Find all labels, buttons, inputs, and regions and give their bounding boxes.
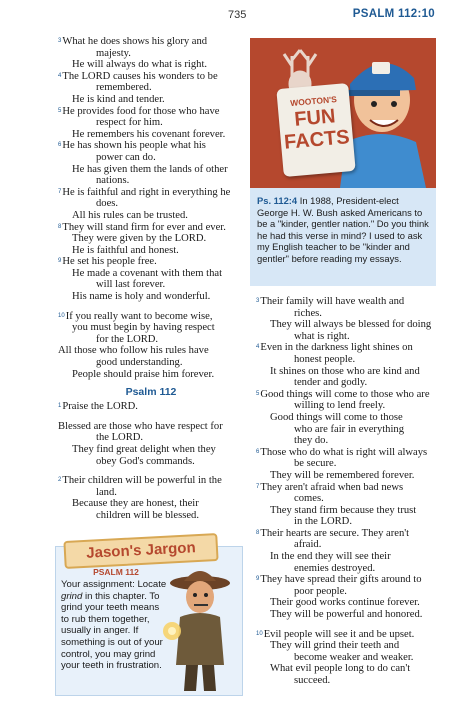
- verse-line: [58, 444, 244, 456]
- verse-text: What he does shows his glory and: [62, 36, 208, 47]
- verse-text: comes.: [294, 493, 324, 505]
- verse-line: [58, 164, 244, 176]
- verse-text: His name is holy and wonderful.: [72, 291, 211, 303]
- verse-text: Because they are honest, their: [72, 498, 199, 510]
- verse-text: They have spread their gifts around to: [260, 574, 422, 586]
- verse-line: [58, 279, 244, 291]
- verse-line: [58, 357, 244, 369]
- verse-line: [58, 456, 244, 468]
- verse-number: 10: [256, 630, 263, 637]
- verse-text: What evil people long to do can't: [270, 663, 411, 675]
- verse-line: [256, 424, 442, 436]
- sign-label-fun: FUN: [293, 105, 337, 131]
- verse-text: they do.: [294, 435, 329, 447]
- verse-text: for the LORD.: [96, 333, 159, 345]
- verse-text: succeed.: [294, 675, 331, 686]
- verse-line: [256, 640, 442, 652]
- verse-text: They find great delight when they: [72, 444, 216, 455]
- page-number: 735: [228, 9, 247, 21]
- fun-facts-box: [250, 38, 436, 286]
- verse-text: land.: [96, 486, 117, 498]
- verse-line: [256, 586, 442, 598]
- verse-line: [58, 198, 244, 210]
- verse-text: Their family will have wealth and: [260, 296, 405, 307]
- verse-text: They will be powerful and honored.: [270, 609, 423, 621]
- verse-text: The LORD causes his wonders to be: [62, 70, 218, 82]
- verse-text: does.: [96, 198, 119, 210]
- verse-line: [58, 334, 244, 346]
- verse-text: who are fair in everything: [294, 423, 405, 435]
- verse-line: [256, 366, 442, 378]
- verse-number: 10: [58, 312, 65, 319]
- verse-number: 9: [256, 576, 260, 583]
- verse-line: [256, 663, 442, 675]
- verse-line: [256, 574, 442, 586]
- verse-line: [58, 510, 244, 522]
- verse-text: It shines on those who are kind and: [270, 365, 420, 377]
- verse-line: [256, 470, 442, 482]
- verse-line: [58, 345, 244, 357]
- verse-line: [58, 48, 244, 60]
- verse-line: [256, 505, 442, 517]
- verse-text: He made a covenant with them that: [72, 267, 223, 279]
- psalm-111-verses: [58, 36, 244, 380]
- verse-number: 7: [58, 188, 62, 195]
- verse-line: [58, 222, 244, 234]
- verse-text: riches.: [294, 307, 322, 319]
- verse-text: He will always do what is right.: [72, 59, 208, 71]
- verse-text: respect for him.: [96, 117, 163, 129]
- verse-line: [58, 210, 244, 222]
- jargon-box: [55, 539, 243, 696]
- verse-text: in the LORD.: [294, 516, 352, 528]
- verse-line: [256, 551, 442, 563]
- verse-text: Good things will come to those who are: [260, 388, 430, 400]
- verse-text: Their children will be powerful in the: [62, 475, 222, 487]
- verse-number: 6: [58, 142, 62, 149]
- left-column: [58, 36, 244, 522]
- verse-number: 9: [58, 258, 62, 265]
- verse-text: People should praise him forever.: [72, 368, 215, 380]
- verse-line: [58, 268, 244, 280]
- verse-text: obey God's commands.: [96, 455, 195, 467]
- verse-line: [58, 475, 244, 487]
- verse-text: what is right.: [294, 330, 350, 342]
- verse-text: Blessed are those who have respect for: [58, 420, 223, 432]
- verse-line: [256, 493, 442, 505]
- verse-text: remembered.: [96, 82, 152, 94]
- verse-number: 8: [58, 223, 62, 230]
- verse-number: 3: [58, 38, 62, 44]
- verse-line: [256, 447, 442, 459]
- stanza-gap: [58, 467, 244, 475]
- jason-explorer-icon: [160, 561, 240, 693]
- verse-line: [58, 432, 244, 444]
- verse-text: tender and godly.: [294, 377, 368, 389]
- verse-line: [58, 245, 244, 257]
- verse-number: 4: [58, 72, 62, 79]
- sign-label-wooton: WOOTON'S: [289, 94, 338, 109]
- right-column: [256, 296, 442, 687]
- verse-line: [58, 421, 244, 433]
- verse-text: If you really want to become wise,: [65, 310, 213, 322]
- sign-label-facts: FACTS: [283, 126, 351, 154]
- verse-line: [256, 482, 442, 494]
- verse-line: [256, 400, 442, 412]
- verse-line: [256, 652, 442, 664]
- verse-text: poor people.: [294, 585, 347, 597]
- verse-line: [256, 377, 442, 389]
- verse-text: be secure.: [294, 458, 337, 470]
- jargon-text-start: Your assignment: Locate: [61, 579, 167, 590]
- verse-number: 4: [256, 344, 260, 351]
- psalm-112-verses: [58, 401, 244, 521]
- verse-number: 6: [256, 448, 260, 455]
- verse-text: honest people.: [294, 353, 356, 365]
- verse-number: 8: [256, 529, 260, 536]
- verse-line: [58, 311, 244, 323]
- verse-line: [58, 129, 244, 141]
- verse-line: [256, 597, 442, 609]
- verse-text: He provides food for those who have: [62, 105, 220, 117]
- verse-line: [58, 322, 244, 334]
- verse-line: [58, 94, 244, 106]
- verse-text: They were given by the LORD.: [72, 233, 207, 245]
- verse-text: you must begin by having respect: [72, 322, 215, 334]
- verse-line: [256, 629, 442, 641]
- verse-text: become weaker and weaker.: [294, 651, 414, 663]
- verse-line: [256, 539, 442, 551]
- verse-text: He is faithful and honest.: [72, 244, 179, 256]
- verse-line: [256, 609, 442, 621]
- verse-text: They will always be blessed for doing: [270, 319, 432, 331]
- verse-line: [256, 354, 442, 366]
- fun-facts-sign: [276, 83, 355, 177]
- verse-text: He has shown his people what his: [62, 140, 206, 152]
- jargon-title: Jason's Jargon: [85, 539, 197, 562]
- verse-text: He is kind and tender.: [72, 93, 165, 105]
- verse-line: [256, 528, 442, 540]
- verse-number: 3: [256, 298, 260, 304]
- verse-text: They will be remembered forever.: [270, 469, 415, 481]
- verse-text: good understanding.: [96, 357, 183, 369]
- verse-line: [58, 140, 244, 152]
- verse-text: All his rules can be trusted.: [72, 209, 188, 221]
- verse-text: children will be blessed.: [96, 509, 199, 521]
- verse-text: He remembers his covenant forever.: [72, 128, 226, 140]
- verse-line: [58, 82, 244, 94]
- verse-number: 5: [58, 107, 62, 114]
- verse-text: They stand firm because they trust: [270, 504, 417, 516]
- fun-facts-text: [250, 188, 436, 286]
- psalm-title: Psalm 112: [125, 386, 177, 399]
- verse-text: He has given them the lands of other: [72, 163, 228, 175]
- verse-text: afraid.: [294, 539, 322, 551]
- verse-line: [256, 516, 442, 528]
- fun-facts-body: In 1988, President-elect George H. W. Bush asked Americans to be a "kinder, gentler nation." Do you think he had this verse in mind? I used to ask my English teacher to be "kinder and gentler" before reading my essays.: [257, 195, 429, 264]
- verse-text: nations.: [96, 175, 130, 187]
- verse-line: [58, 291, 244, 303]
- verse-text: He set his people free.: [62, 256, 157, 268]
- verse-line: [256, 458, 442, 470]
- verse-text: Even in the darkness light shines on: [260, 342, 413, 354]
- verse-number: 2: [58, 477, 62, 484]
- verse-text: the LORD.: [96, 432, 144, 444]
- verse-line: [58, 401, 244, 413]
- verse-line: [256, 563, 442, 575]
- verse-text: willing to lend freely.: [294, 400, 386, 412]
- verse-line: [58, 487, 244, 499]
- verse-text: power can do.: [96, 151, 156, 163]
- verse-line: [58, 59, 244, 71]
- stanza-gap: [256, 621, 442, 629]
- verse-line: [58, 233, 244, 245]
- jargon-term: grind: [61, 590, 83, 602]
- fun-facts-reference: Ps. 112:4: [257, 195, 298, 206]
- verse-line: [256, 319, 442, 331]
- verse-text: They will stand firm for ever and ever.: [62, 221, 226, 233]
- jargon-text-end: in this chapter. To grind your teeth means to rub them together, usually in anger. If something is out of your control, you may grind your teeth in frustration.: [61, 590, 163, 672]
- verse-text: enemies destroyed.: [294, 562, 376, 574]
- verse-text: Their hearts are secure. They aren't: [260, 527, 410, 539]
- verse-text: Good things will come to those: [270, 411, 403, 423]
- verse-text: They will grind their teeth and: [270, 640, 400, 652]
- verse-line: [58, 117, 244, 129]
- verse-line: [256, 308, 442, 320]
- verse-line: [256, 675, 442, 687]
- verse-line: [58, 187, 244, 199]
- psalm-112-verses-continued: [256, 296, 442, 687]
- verse-line: [256, 331, 442, 343]
- verse-number: 1: [58, 403, 62, 410]
- verse-line: [58, 175, 244, 187]
- verse-line: [256, 296, 442, 308]
- verse-text: majesty.: [96, 47, 131, 59]
- verse-number: 7: [256, 483, 260, 490]
- verse-line: [58, 36, 244, 48]
- verse-line: [256, 435, 442, 447]
- stanza-gap: [58, 303, 244, 311]
- verse-line: [58, 152, 244, 164]
- verse-line: [58, 498, 244, 510]
- verse-line: [256, 342, 442, 354]
- verse-line: [58, 71, 244, 83]
- verse-text: Evil people will see it and be upset.: [263, 628, 415, 640]
- wooton-illustration: [250, 38, 436, 188]
- verse-text: Their good works continue forever.: [270, 597, 420, 609]
- verse-line: [256, 389, 442, 401]
- verse-number: 5: [256, 390, 260, 397]
- verse-text: Praise the LORD.: [62, 401, 138, 413]
- jargon-text: [61, 579, 167, 672]
- verse-text: will last forever.: [96, 279, 166, 291]
- verse-text: All those who follow his rules have: [58, 345, 209, 357]
- verse-line: [256, 412, 442, 424]
- verse-text: He is faithful and right in everything he: [62, 186, 231, 198]
- verse-text: In the end they will see their: [270, 551, 391, 563]
- jargon-subtitle: PSALM 112: [93, 567, 139, 577]
- verse-line: [58, 256, 244, 268]
- verse-text: Those who do what is right will always: [260, 446, 428, 458]
- stanza-gap: [58, 413, 244, 421]
- verse-line: [58, 106, 244, 118]
- verse-line: [58, 369, 244, 381]
- verse-text: They aren't afraid when bad news: [260, 481, 404, 493]
- chapter-reference: PSALM 112:10: [352, 8, 435, 20]
